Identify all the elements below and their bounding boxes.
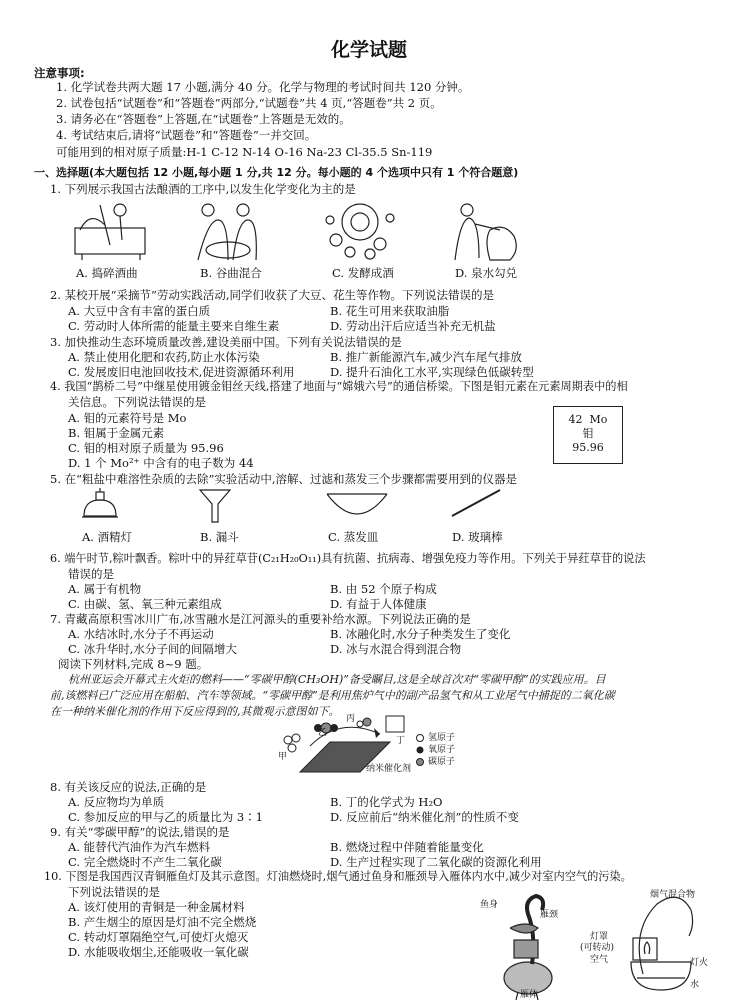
label-yi: 乙 (318, 728, 328, 738)
legend-carbon: 碳原子 (428, 757, 456, 767)
option: C. 冰升华时,水分子间的间隔增大 (68, 642, 237, 656)
option: D. 1 个 Mo²⁺ 中含有的电子数为 44 (68, 456, 254, 470)
question-stem-cont: 下列说法错误的是 (68, 885, 160, 899)
notice-item: 4. 考试结束后,请将“试题卷”和“答题卷”一并交回。 (56, 128, 317, 142)
option: A. 属于有机物 (68, 582, 142, 596)
pounding-illustration (75, 204, 145, 260)
lamp-schematic (631, 897, 693, 990)
question-stem: 2. 某校开展“采摘节”劳动实践活动,同学们收获了大豆、花生等作物。下列说法错误的是 (50, 288, 495, 302)
option: A. 捣碎酒曲 (76, 266, 138, 280)
option: C. 蒸发皿 (328, 530, 379, 544)
mixing-illustration (198, 204, 256, 260)
option: C. 劳动时人体所需的能量主要来自维生素 (68, 319, 280, 333)
label-bing: 丙 (346, 714, 356, 724)
q1-illustrations (70, 200, 650, 262)
option: A. 大豆中含有丰富的蛋白质 (68, 304, 211, 318)
passage-line: 杭州亚运会开幕式主火炬的燃料——“零碳甲醇(CH₃OH)”备受瞩目,这是全球首次对“零碳甲醇”的实践应用。目 (68, 673, 606, 686)
question-stem: 10. 下图是我国西汉青铜雁鱼灯及其示意图。灯油燃烧时,烟气通过鱼身和雁颈导入雁体内水中,减少对室内空气的污染。 (44, 870, 632, 883)
option: B. 漏斗 (200, 530, 239, 544)
option: A. 酒精灯 (82, 530, 133, 544)
option: B. 谷曲混合 (200, 266, 262, 280)
option: A. 钼的元素符号是 Mo (68, 411, 187, 425)
legend-hydrogen: 氢原子 (428, 733, 456, 743)
evaporating-dish-icon (327, 494, 387, 514)
label-lamp-shade: 灯罩 (590, 932, 609, 942)
option: D. 玻璃棒 (452, 530, 503, 544)
label-smoke-mixture: 烟气混合物 (650, 890, 696, 900)
glass-rod-icon (452, 490, 500, 516)
option: D. 有益于人体健康 (330, 597, 427, 611)
fermenting-illustration (326, 204, 394, 259)
blending-illustration (455, 204, 516, 260)
notice-heading: 注意事项: (34, 66, 85, 80)
atomic-mass: 可能用到的相对原子质量:H-1 C-12 N-14 O-16 Na-23 Cl-35.5 Sn-119 (56, 145, 433, 159)
passage-line: 前,该燃料已广泛应用在船舶、汽车等领域。“零碳甲醇”是利用焦炉气中的副产品氢气和从工业尾气中捕捉的二氧化碳 (50, 689, 615, 702)
label-air: 空气 (590, 955, 609, 965)
element-card (553, 406, 623, 464)
label-goose-neck: 雁颈 (540, 910, 559, 920)
option: B. 花生可用来获取油脂 (330, 304, 450, 318)
question-stem: 7. 青藏高原积雪冰川广布,冰雪融水是江河源头的重要补给水源。下列说法正确的是 (50, 612, 471, 626)
notice-item: 2. 试卷包括“试题卷”和“答题卷”两部分,“试题卷”共 4 页,“答题卷”共 2 页。 (56, 96, 442, 110)
option: A. 水结冰时,水分子不再运动 (68, 627, 214, 641)
atomic-number: 42 (568, 413, 583, 426)
label-ding: 丁 (396, 736, 406, 746)
option: B. 燃烧过程中伴随着能量变化 (330, 840, 484, 854)
label-fish-body: 鱼身 (480, 900, 499, 910)
question-stem-cont: 关信息。下列说法错误的是 (68, 395, 206, 409)
question-stem: 1. 下列展示我国古法酿酒的工序中,以发生化学变化为主的是 (50, 182, 356, 196)
option: A. 反应物均为单质 (68, 795, 165, 809)
option: D. 提升石油化工水平,实现绿色低碳转型 (330, 365, 534, 379)
notice-item: 1. 化学试卷共两大题 17 小题,满分 40 分。化学与物理的考试时间共 120 分钟。 (56, 80, 470, 94)
option: B. 推广新能源汽车,减少汽车尾气排放 (330, 350, 522, 364)
option: A. 禁止使用化肥和农药,防止水体污染 (68, 350, 260, 364)
funnel-icon (200, 490, 230, 522)
option: D. 水能吸收烟尘,还能吸收一氧化碳 (68, 945, 249, 959)
option: B. 由 52 个原子构成 (330, 582, 437, 596)
question-stem: 5. 在“粗盐中难溶性杂质的去除”实验活动中,溶解、过滤和蒸发三个步骤都需要用到的仪器是 (50, 472, 518, 486)
alcohol-lamp-icon (82, 488, 118, 517)
question-stem: 6. 端午时节,粽叶飘香。粽叶中的异荭草苷(C₂₁H₂₀O₁₁)具有抗菌、抗病毒、增强免疫力等作用。下列关于异荭草苷的说法 (50, 552, 646, 565)
option: C. 由碳、氢、氧三种元素组成 (68, 597, 222, 611)
option: B. 产生烟尘的原因是灯油不完全燃烧 (68, 915, 257, 929)
option: B. 冰融化时,水分子种类发生了变化 (330, 627, 511, 641)
legend-oxygen: 氧原子 (428, 745, 456, 755)
page-title: 化学试题 (330, 39, 407, 61)
option: C. 发展废旧电池回收技术,促进资源循环利用 (68, 365, 295, 379)
element-symbol: Mo (589, 413, 608, 426)
label-goose-body: 雁体 (520, 990, 539, 1000)
passage-line: 在一种纳米催化剂的作用下反应得到的,其微观示意图如下。 (50, 705, 340, 718)
question-stem: 3. 加快推动生态环境质量改善,建设美丽中国。下列有关说法错误的是 (50, 335, 402, 349)
label-flame: 灯火 (690, 958, 709, 968)
label-water: 水 (690, 980, 700, 990)
question-stem: 4. 我国“鹊桥二号”中继星使用镀金钼丝天线,搭建了地面与“嫦娥六号”的通信桥梁。下图是钼元素在元素周期表中的相 (50, 380, 628, 393)
option: D. 冰与水混合得到混合物 (330, 642, 462, 656)
question-stem-cont: 错误的是 (68, 567, 114, 581)
element-name: 钼 (582, 426, 594, 440)
option: C. 发酵成酒 (332, 266, 394, 280)
option: A. 能替代汽油作为汽车燃料 (68, 840, 211, 854)
notice-item: 3. 请务必在“答题卷”上答题,在“试题卷”上答题是无效的。 (56, 112, 351, 126)
option: C. 参加反应的甲与乙的质量比为 3∶1 (68, 810, 263, 824)
question-stem: 9. 有关“零碳甲醇”的说法,错误的是 (50, 825, 230, 839)
option: D. 生产过程实现了二氧化碳的资源化利用 (330, 855, 542, 869)
option: C. 钼的相对原子质量为 95.96 (68, 441, 224, 455)
atomic-mass-value: 95.96 (572, 440, 604, 454)
label-jia: 甲 (278, 752, 288, 762)
q5-apparatus (80, 486, 510, 526)
option: D. 劳动出汗后应适当补充无机盐 (330, 319, 496, 333)
question-stem: 8. 有关该反应的说法,正确的是 (50, 780, 207, 794)
option: C. 完全燃烧时不产生二氧化碳 (68, 855, 222, 869)
label-shade-note: (可转动) (580, 943, 615, 953)
reading-intro: 阅读下列材料,完成 8~9 题。 (58, 657, 209, 671)
option: D. 反应前后“纳米催化剂”的性质不变 (330, 810, 519, 824)
option: C. 转动灯罩隔绝空气,可使灯火熄灭 (68, 930, 249, 944)
option: D. 泉水勾兑 (455, 266, 518, 280)
section-heading: 一、选择题(本大题包括 12 小题,每小题 1 分,共 12 分。每小题的 4 个选项中只有 1 个符合题意) (34, 166, 519, 179)
catalyst-label: 纳米催化剂 (366, 764, 412, 774)
option: A. 该灯使用的青铜是一种金属材料 (68, 900, 245, 914)
option: B. 钼属于金属元素 (68, 426, 165, 440)
option: B. 丁的化学式为 H₂O (330, 795, 443, 809)
